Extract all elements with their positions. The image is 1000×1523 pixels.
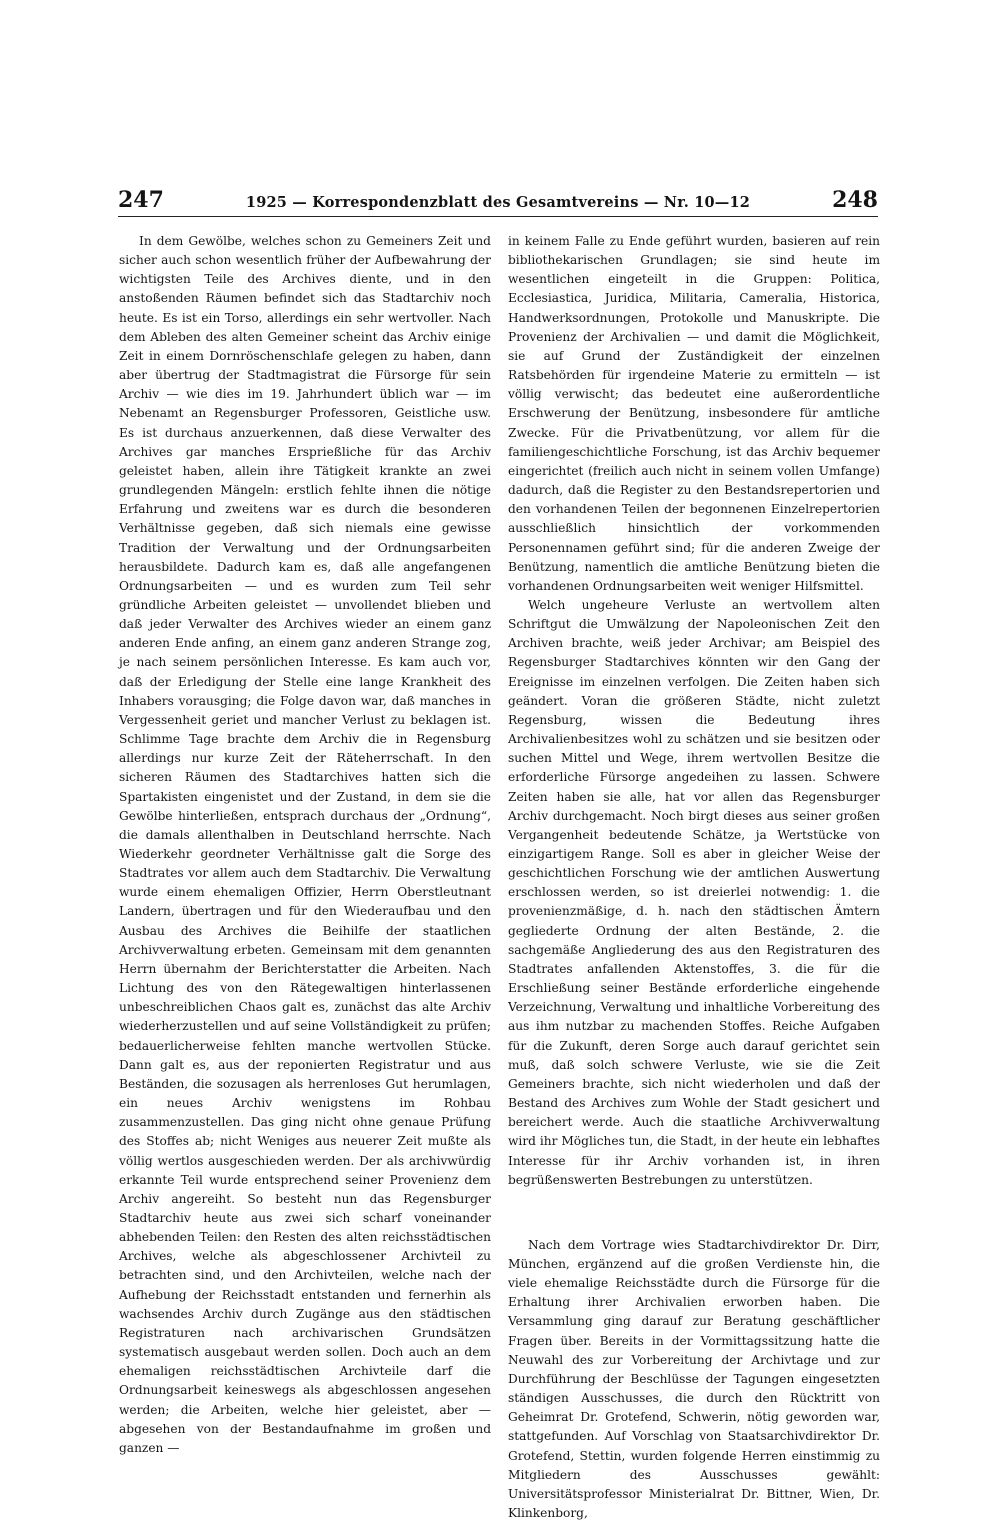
paragraph: In dem Gewölbe, welches schon zu Gemeiners Zeit und sicher auch schon wesentlich früher der Aufbewahrung der wichtigsten Teile des Archives diente, und in den anstoßenden Räumen befindet sich das Stadtarchiv noch heute. Es ist ein Torso, allerdings ein sehr wertvoller. Nach dem Ableben des alten Gemeiner scheint das Archiv einige Zeit in einem Dornröschenschlafe gelegen zu haben, dann aber übertrug der Stadtmagistrat die Fürsorge für sein Archiv — wie dies im 19. Jahrhundert üblich war — im Nebenamt an Regensburger Professoren, Geistliche usw. Es ist durchaus anzuerkennen, daß diese Verwalter des Archives gar manches Ersprießliche für das Archiv geleistet haben, allein ihre Tätigkeit krankte an zwei grundlegenden Mängeln: erstlich fehlte ihnen die nötige Erfahrung und zweitens war es durch die besonderen Verhältnisse gegeben, daß sich niemals eine gewisse Tradition der Verwaltung und der Ordnungsarbeiten herausbildete. Dadurch kam es, daß alle angefangenen Ordnungsarbeiten — und es wurden zum Teil sehr gründliche Arbeiten geleistet — unvollendet blieben und daß jeder Verwalter des Archives wieder an einem ganz anderen Ende anfing, an einem ganz anderen Strange zog, je nach seinem persönlichen Interesse. Es kam auch vor, daß der Erledigung der Stelle eine lange Krankheit des Inhabers vorausging; die Folge davon war, daß manches in Vergessenheit geriet und mancher Verlust zu beklagen ist. Schlimme Tage brachte dem Archiv die in Regensburg allerdings nur kurze Zeit der Räteherrschaft. In den sicheren Räumen des Stadtarchives hatten sich die Spartakisten eingenistet und der Zustand, in dem sie die Gewölbe hinterließen, entsprach durchaus der „Ordnung“, die damals allenthalben in Deutschland herrschte. Nach Wiederkehr geordneter Verhältnisse galt die Sorge des Stadtrates vor allem auch dem Stadtarchiv. Die Verwaltung wurde einem ehemaligen Offizier, Herrn Oberstleutnant Landern, übertragen und für den Wiederaufbau und den Ausbau des Archives die Beihilfe der staatlichen Archivverwaltung erbeten. Gemeinsam mit dem genannten Herrn übernahm der Berichterstatter die Arbeiten. Nach Lichtung des von den Rätegewaltigen hinterlassenen unbeschreiblichen Chaos galt es, zunächst das alte Archiv wiederherzustellen und auf seine Vollständigkeit zu prüfen; bedauerlicherweise fehlten manche wertvollen Stücke. Dann galt es, aus der reponierten Registratur und aus Beständen, die sozusagen als herrenloses Gut herumlagen, ein neues Archiv wenigstens im Rohbau zusammenzustellen. Das ging nicht ohne genaue Prüfung des Stoffes ab; nicht Weniges aus neuerer Zeit mußte als völlig wertlos ausgeschieden werden. Der als archivwürdig erkannte Teil wurde entsprechend seiner Provenienz dem Archiv angereiht. So besteht nun das Regensburger Stadtarchiv heute aus zwei sich scharf voneinander abhebenden Teilen: den Resten des alten reichsstädtischen Archives, welche als abgeschlossener Archivteil zu betrachten sind, und den Archivteilen, welche nach der Aufhebung der Reichsstadt entstanden und fernerhin als wachsendes Archiv durch Zugänge aus den städtischen Registraturen nach archivarischen Grundsätzen systematisch ausgebaut werden sollen. Doch auch an dem ehemaligen reichsstädtischen Archivteile darf die Ordnungsarbeit keineswegs als abgeschlossen angesehen werden; die Arbeiten, welche hier geleistet, aber — abgesehen von der Bestandaufnahme im großen und ganzen —: [119, 234, 491, 1455]
header-rule: [118, 216, 878, 217]
paragraph: Welch ungeheure Verluste an wertvollem alten Schriftgut die Umwälzung der Napoleonischen Zeit den Archiven brachte, weiß jeder Archivar; am Beispiel des Regensburger Stadtarchives könnten wir den Gang der Ereignisse im einzelnen verfolgen. Die Zeiten haben sich geändert. Voran die größeren Städte, nicht zuletzt Regensburg, wissen die Bedeutung ihres Archivalienbesitzes wohl zu schätzen und sie besitzen oder suchen Mittel und Wege, ihrem wertvollen Besitze die erforderliche Fürsorge angedeihen zu lassen. Schwere Zeiten haben sie alle, hat vor allen das Regensburger Archiv durchgemacht. Noch birgt dieses aus seiner großen Vergangenheit bedeutende Schätze, ja Wertstücke von einzigartigem Range. Soll es aber in gleicher Weise der geschichtlichen Forschung wie der amtlichen Auswertung erschlossen werden, so ist dreierlei notwendig: 1. die provenienzmäßige, d. h. nach den städtischen Ämtern gegliederte Ordnung der alten Bestände, 2. die sachgemäße Angliederung des aus den Registraturen des Stadtrates anfallenden Aktenstoffes, 3. die für die Erschließung seiner Bestände erforderliche eingehende Verzeichnung, Verwaltung und inhaltliche Vorbereitung des aus ihm nutzbar zu machenden Stoffes. Reiche Aufgaben für die Zukunft, deren Sorge auch darauf gerichtet sein muß, daß solch schwere Verluste, wie sie die Zeit Gemeiners brachte, sich nicht wiederholen und daß der Bestand des Archives zum Wohle der Stadt gesichert und bereichert werde. Auch die staatliche Archivverwaltung wird ihr Mögliches tun, die Stadt, in der heute ein lebhaftes Interesse für ihr Archiv vorhanden ist, in ihren begrüßenswerten Bestrebungen zu unterstützen.: [508, 597, 880, 1187]
page-number-right: 248: [832, 187, 878, 213]
running-title: 1925 — Korrespondenzblatt des Gesamtvereins — Nr. 10—12: [245, 194, 751, 211]
page-header: [118, 187, 878, 217]
right-column: [508, 232, 880, 1523]
section-gap: [508, 1190, 880, 1236]
page-number-left: 247: [118, 187, 164, 213]
left-column: [119, 232, 491, 1458]
paragraph: in keinem Falle zu Ende geführt wurden, basieren auf rein bibliothekarischen Grundlagen; sie sind heute im wesentlichen eingeteilt in die Gruppen: Politica, Ecclesiastica, Juridica, Militaria, Cameralia, Historica, Handwerksordnungen, Protokolle und Manuskripte. Die Provenienz der Archivalien — und damit die Möglichkeit, sie auf Grund der Zuständigkeit der einzelnen Ratsbehörden für irgendeine Materie zu ermitteln — ist völlig verwischt; das bedeutet eine außerordentliche Erschwerung der Benützung, insbesondere für amtliche Zwecke. Für die Privatbenützung, vor allem für die familiengeschichtliche Forschung, ist das Archiv bequemer eingerichtet (freilich auch nicht in seinem vollen Umfange) dadurch, daß die Register zu den Bestandsrepertorien und den vorhandenen Teilen der begonnenen Einzelrepertorien ausschließlich hinsichtlich der vorkommenden Personennamen geführt sind; für die anderen Zweige der Benützung, namentlich die amtliche Benützung bieten die vorhandenen Ordnungsarbeiten weit weniger Hilfsmittel.: [508, 234, 880, 593]
paragraph: Nach dem Vortrage wies Stadtarchivdirektor Dr. Dirr, München, ergänzend auf die großen Verdienste hin, die viele ehemalige Reichsstädte durch die Fürsorge für die Erhaltung ihrer Archivalien erworben haben. Die Versammlung ging darauf zur Beratung geschäftlicher Fragen über. Bereits in der Vormittagssitzung hatte die Neuwahl des zur Vorbereitung der Archivtage und zur Durchführung der Beschlüsse der Tagungen eingesetzten ständigen Ausschusses, die durch den Rücktritt von Geheimrat Dr. Grotefend, Schwerin, nötig geworden war, stattgefunden. Auf Vorschlag von Staatsarchivdirektor Dr. Grotefend, Stettin, wurden folgende Herren einstimmig zu Mitgliedern des Ausschusses gewählt: Universitätsprofessor Ministerialrat Dr. Bittner, Wien, Dr. Klinkenborg,: [508, 1237, 880, 1520]
